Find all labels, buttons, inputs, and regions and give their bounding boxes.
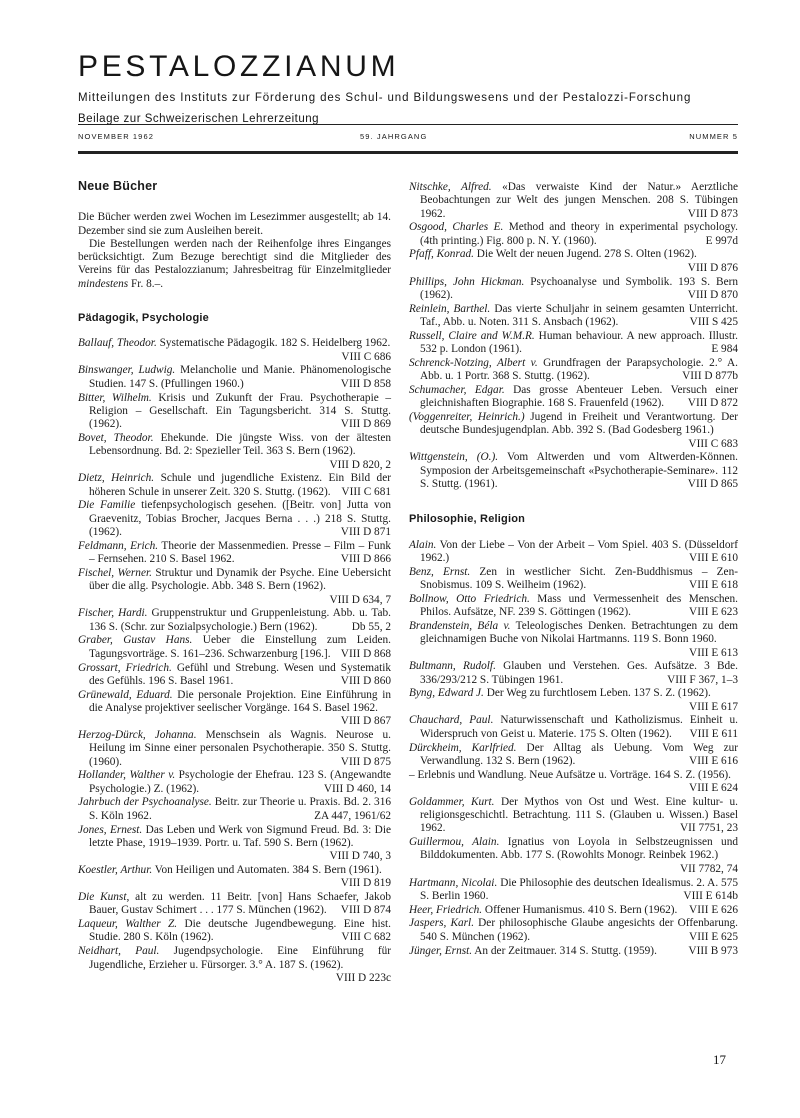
shelf-mark: Db 55, 2 [351,620,391,633]
shelf-mark: VIII F 367, 1–3 [667,673,738,686]
book-description: Das Leben und Werk von Sigmund Freud. Bd. 3: Die letzte Phase, 1919–1939. Portr. u. Taf. 590 S. Bern (1962). [89,823,391,849]
book-author: Dürckheim, Karlfried. [409,741,517,754]
book-description: «Das verwaiste Kind der Natur.» Aerztliche Beobachtungen zur Welt des jungen Menschen. 208 S. Tübingen 1962. [420,181,738,220]
shelf-mark: VII 7751, 23 [679,822,738,835]
shelf-mark: VIII D 460, 14 [323,782,391,795]
book-description: – Erlebnis und Wandlung. Neue Aufsätze u. Vorträge. 164 S. Z. (1956). [409,768,731,781]
book-author: Guillermou, Alain. [409,836,500,849]
shelf-mark: VIII D 868 [340,647,391,660]
shelf-mark: VIII D 874 [340,904,391,917]
shelf-mark: VIII D 875 [340,755,391,768]
book-author: Benz, Ernst. [409,565,471,578]
intro-text [78,211,391,291]
book-author: Schumacher, Edgar. [409,383,505,396]
book-description: Beitr. zur Theorie u. Praxis. Bd. 2. 316 S. Köln 1962. [89,796,391,822]
book-description: Das vierte Schuljahr in seinem gesamten Unterricht. Taf., Abb. u. Noten. 311 S. Ansbach (1962). [420,302,739,328]
book-description: Glauben und Verstehen. Ges. Aufsätze. 3 Bde. 336/293/212 S. Tübingen 1961. [420,660,738,686]
book-author: Grossart, Friedrich. [78,661,172,674]
book-author: Dietz, Heinrich. [78,472,155,485]
book-entry [409,769,738,796]
book-author: Graber, Gustav Hans. [78,634,193,647]
book-author: Grünewald, Eduard. [78,688,173,701]
book-entry [409,687,738,714]
shelf-mark: VIII E 611 [689,727,738,740]
book-list-psychologie-cont [409,181,738,491]
issue-number: NUMMER 5 [689,132,738,141]
journal-subtitle: Mitteilungen des Instituts zur Förderung des Schul- und Bildungswesens und der Pestalozzi-Forschung [78,92,692,104]
book-description: Theorie der Massenmedien. Presse – Film – Funk – Fernsehen. 210 S. Basel 1962. [89,539,391,566]
book-description: Melancholie und Manie. Phänomenologische Studien. 147 S. (Pfullingen 1960.) [89,364,391,390]
book-description: Der Weg zu furchtlosem Leben. 137 S. Z. (1962). [483,687,711,700]
book-description: alt zu werden. 11 Beitr. [von] Hans Schaefer, Jakob Bauer, Gustav Schimert . . . 177 S. München (1962). [89,891,391,917]
book-author: Koestler, Arthur. [78,863,153,876]
book-author: Byng, Edward J. [409,687,484,700]
book-entry [409,836,738,876]
book-description: Der philosophische Glaube angesichts der Offenbarung. 540 S. München (1962). [420,917,738,943]
book-entry [409,357,738,384]
shelf-mark: VIII D 223c [335,971,391,984]
journal-title: PESTALOZZIANUM [78,50,400,83]
book-author: Jones, Ernest. [78,823,143,836]
book-author: Bollnow, Otto Friedrich. [409,592,530,605]
book-entry [78,499,391,539]
shelf-mark: VIII C 686 [341,350,391,363]
book-author: Pfaff, Konrad. [409,248,474,261]
shelf-mark: VIII D 866 [340,553,391,566]
book-entry [409,221,738,248]
shelf-mark: VIII D 876 [687,261,738,274]
book-description: Psychoanalyse und Symbolik. 193 S. Bern (1962). [420,275,738,301]
shelf-mark: VIII E 624 [689,781,738,794]
book-entry [409,660,738,687]
book-list-philosophie [409,539,738,958]
book-entry [409,796,738,836]
book-author: Binswanger, Ludwig. [78,364,176,377]
book-entry [409,384,738,411]
book-author: Schrenck-Notzing, Albert v. [409,356,538,369]
book-entry [78,769,391,796]
shelf-mark: ZA 447, 1961/62 [314,809,391,822]
shelf-mark: VIII D 872 [687,397,738,410]
book-author: Jaspers, Karl. [409,917,475,930]
shelf-mark: VIII E 625 [689,930,738,943]
book-description: Von der Liebe – Von der Arbeit – Vom Spiel. 403 S. (Düsseldorf 1962.) [420,538,738,564]
book-author: Die Familie [78,499,136,512]
book-entry [409,714,738,741]
book-description: Krisis und Zukunft der Frau. Psychotherapie – Religion – Gesellschaft. Ein Tagungsbericht. 314 S. Stuttg. (1962). [89,391,391,431]
book-description: Zen in westlicher Sicht. Zen-Buddhismus – Zen-Snobismus. 109 S. Weilheim (1962). [420,565,738,592]
book-description: Von Heiligen und Automaten. 384 S. Bern (1961). [152,863,382,876]
category-heading-philosophie: Philosophie, Religion [409,513,526,526]
masthead [78,50,738,125]
book-author: Jünger, Ernst. [409,944,473,957]
left-column [78,180,391,986]
book-entry [409,742,738,769]
shelf-mark: VIII E 616 [689,754,738,767]
book-description: Teleologisches Denken. Betrachtungen zu dem gleichnamigen Buche von Nikolai Hartmanns. 119 S. Bonn 1960. [420,619,739,646]
issue-date: NOVEMBER 1962 [78,132,154,141]
book-list-paedagogik [78,337,391,985]
book-author: Laqueur, Walther Z. [78,918,178,931]
book-entry [78,364,391,391]
intro-paragraph: Die Bücher werden zwei Wochen im Lesezimmer ausgestellt; ab 14. Dezember sind sie zum Ausleihen bereit. [78,211,391,237]
book-entry [78,918,391,945]
shelf-mark: VIII E 618 [689,579,738,592]
book-entry [409,904,738,917]
right-column [409,181,738,958]
book-author: Ballauf, Theodor. [78,337,157,350]
book-entry [409,330,738,357]
book-description: Mass und Vermessenheit des Menschen. Philos. Aufsätze, NF. 239 S. Göttingen (1962). [420,592,738,619]
book-author: Russell, Claire and W.M.R. [409,329,535,342]
shelf-mark: VIII D 634, 7 [329,593,391,606]
shelf-mark: VIII C 682 [341,931,391,944]
book-entry [78,796,391,823]
book-description: Jugend in Freiheit und Verantwortung. Der deutsche Bundesjugendplan. Abb. 392 S. (Bad Godesberg 1961.) [420,411,739,437]
book-author: Die Kunst, [78,891,130,904]
book-author: Feldmann, Erich. [78,539,159,552]
book-entry [409,303,738,330]
book-author: Hollander, Walther v. [78,769,176,782]
book-author: Herzog-Dürck, Johanna. [78,728,197,741]
shelf-mark: VIII C 683 [688,437,738,450]
book-author: Jahrbuch der Psychoanalyse. [78,796,212,809]
book-author: Fischel, Werner. [78,566,152,579]
shelf-mark: VIII E 623 [689,606,738,619]
book-author: Alain. [409,538,437,551]
shelf-mark: VIII E 614b [683,889,738,902]
shelf-mark: VIII E 610 [689,551,738,564]
category-heading-paedagogik: Pädagogik, Psychologie [78,312,209,325]
book-entry [78,824,391,864]
shelf-mark: VIII D 740, 3 [329,850,391,863]
book-description: Der Mythos von Ost und West. Eine kultur- u. religionsgeschichtl. Betrachtung. 111 S. (Glauben u. Wissen.) Basel 1962. [420,795,738,835]
book-entry [78,472,391,499]
shelf-mark: VIII D 860 [340,674,391,687]
book-description: Gefühl und Strebung. Wesen und Systematik des Gefühls. 196 S. Basel 1961. [89,661,392,687]
book-entry [409,181,738,221]
section-title: Neue Bücher [78,179,158,193]
book-description: tiefenpsychologisch gesehen. ([Beitr. von] Jutta von Graevenitz, Tobias Brocher, Jacques Berna . . .) 218 S. Stuttg. (1962). [89,499,391,539]
book-entry [409,917,738,944]
shelf-mark: VIII D 865 [687,478,738,491]
book-description: Method and theory in experimental psychology. (4th printing.) Fig. 800 p. N. Y. (1960). [420,221,738,247]
book-entry [409,620,738,660]
book-description: Die Welt der neuen Jugend. 278 S. Olten (1962). [473,248,697,261]
shelf-mark: VII 7782, 74 [679,862,738,875]
intro-paragraph: Die Bestellungen werden nach der Reihenfolge ihres Einganges berücksichtigt. Zum Bezuge berechtigt sind die Mitglieder des Vereins für das Pestalozzianum; Jahresbeitrag für Einzelmitglieder mindestens Fr. 8.–. [78,237,391,290]
shelf-mark: VIII D 869 [340,418,391,431]
book-description: Die deutsche Jugendbewegung. Eine hist. Studie. 280 S. Köln (1962). [89,918,391,944]
book-entry [78,432,391,472]
book-description: An der Zeitmauer. 314 S. Stuttg. (1959). [472,944,657,957]
book-author: Heer, Friedrich. [409,903,483,916]
book-description: Offener Humanismus. 410 S. Bern (1962). [482,903,678,916]
book-entry [78,607,391,634]
book-description: Der Alltag als Uebung. Vom Weg zur Verwandlung. 132 S. Bern (1962). [420,741,738,767]
book-author: Wittgenstein, (O.). [409,451,499,464]
book-description: Ueber die Einstellung zum Leiden. Tagungsvorträge. S. 161–236. Schwarzenburg [196.]. [89,634,391,660]
book-entry [409,945,738,958]
book-entry [78,729,391,769]
book-entry [78,540,391,567]
book-author: Osgood, Charles E. [409,221,504,234]
shelf-mark: VIII E 626 [689,903,738,916]
book-description: Ehekunde. Die jüngste Wiss. von der ältesten Lebensordnung. Bd. 2: Spezieller Teil. 363 S. Bern (1962). [89,431,391,458]
issue-volume: 59. JAHRGANG [360,132,428,141]
book-description: Grundfragen der Parapsychologie. 2.° A. Abb. u. 1 Portr. 368 S. Stuttg. (1962). [420,356,738,383]
shelf-mark: VIII D 871 [340,526,391,539]
shelf-mark: VIII D 870 [687,288,738,301]
book-author: Bovet, Theodor. [78,431,154,444]
shelf-mark: E 984 [711,343,738,356]
book-author: Bultmann, Rudolf. [409,660,496,673]
book-description: Human behaviour. A new approach. Illustr. 532 p. London (1961). [420,329,738,356]
book-entry [78,567,391,607]
book-description: Struktur und Dynamik der Psyche. Eine Uebersicht über die allg. Psychologie. Abb. 348 S. Bern (1962). [89,566,391,593]
book-author: Hartmann, Nicolai. [409,876,498,889]
book-entry [78,891,391,918]
shelf-mark: VIII D 820, 2 [329,458,391,471]
book-entry [78,392,391,432]
shelf-mark: VIII B 973 [688,944,738,957]
journal-supplement: Beilage zur Schweizerischen Lehrerzeitung [78,113,320,125]
book-description: Schule und jugendliche Existenz. Ein Bild der höheren Schule in unserer Zeit. 320 S. Stuttg. (1962). [89,472,391,498]
shelf-mark: VIII C 681 [341,485,391,498]
book-entry [78,945,391,985]
book-description: Das grosse Abenteuer Leben. Versuch einer gleichnishaften Biographie. 168 S. Frauenfeld (1962). [420,383,738,410]
book-entry [409,276,738,303]
shelf-mark: VIII D 858 [340,377,391,390]
book-entry [409,539,738,566]
book-entry [78,634,391,661]
book-entry [78,864,391,891]
book-author: Brandenstein, Béla v. [409,619,511,632]
book-author: (Voggenreiter, Heinrich.) [409,411,525,424]
book-entry [409,593,738,620]
book-description: Menschsein als Wagnis. Neurose u. Heilung im Sinne einer personalen Psychotherapie. 350 S. Stuttg. (1960). [89,728,391,768]
shelf-mark: VIII D 877b [682,370,738,383]
book-description: Naturwissenschaft und Katholizismus. Einheit u. Widerspruch von Geist u. Materie. 175 S. Olten (1962). [420,714,738,740]
shelf-mark: VIII E 617 [689,700,738,713]
shelf-mark: E 997d [705,234,738,247]
book-description: Die personale Projektion. Eine Einführung in die Analyse projektiver seelischer Vorgänge. 164 S. Basel 1962. [89,688,391,714]
book-author: Neidhart, Paul. [78,945,160,958]
book-entry [78,689,391,729]
book-entry [409,566,738,593]
book-author: Chauchard, Paul. [409,714,494,727]
book-entry [409,451,738,491]
book-description: Vom Altwerden und vom Altwerden-Können. Symposion der Arbeitsgemeinschaft «Psychotherapie-Seminare». 112 S. Stuttg. (1961). [420,451,738,491]
book-description: Psychologie der Ehefrau. 123 S. (Angewandte Psychologie.) Z. (1962). [89,769,391,795]
shelf-mark: VIII S 425 [689,315,738,328]
book-entry [409,877,738,904]
book-description: Systematische Pädagogik. 182 S. Heidelberg 1962. [156,337,391,350]
dateline [78,124,738,154]
book-author: Nitschke, Alfred. [409,181,492,193]
book-author: Reinlein, Barthel. [409,302,491,315]
book-entry [78,662,391,689]
book-description: Die Philosophie des deutschen Idealismus. 2. A. 575 S. Berlin 1960. [420,876,739,902]
book-entry [409,248,738,275]
book-author: Bitter, Wilhelm. [78,391,152,404]
book-author: Goldammer, Kurt. [409,795,495,808]
book-author: Fischer, Hardi. [78,607,148,620]
shelf-mark: VIII E 613 [689,646,738,659]
book-entry [409,411,738,451]
book-description: Gruppenstruktur und Gruppenleistung. Abb. u. Tab. 136 S. (Schr. zur Sozialpsychologie.) Bern (1962). [89,607,391,633]
shelf-mark: VIII D 873 [687,207,738,220]
page-number: 17 [713,1052,726,1067]
book-author: Phillips, John Hickman. [409,275,525,288]
book-description: Jugendpsychologie. Eine Einführung für Jugendliche, Erzieher u. Fürsorger. 3.° A. 187 S. (1962). [89,945,391,971]
shelf-mark: VIII D 867 [340,715,391,728]
book-description: Ignatius von Loyola in Selbstzeugnissen und Bilddokumenten. Abb. 177 S. (Rowohlts Monogr. Reinbek 1962.) [420,836,738,862]
book-entry [78,337,391,364]
shelf-mark: VIII D 819 [340,877,391,890]
